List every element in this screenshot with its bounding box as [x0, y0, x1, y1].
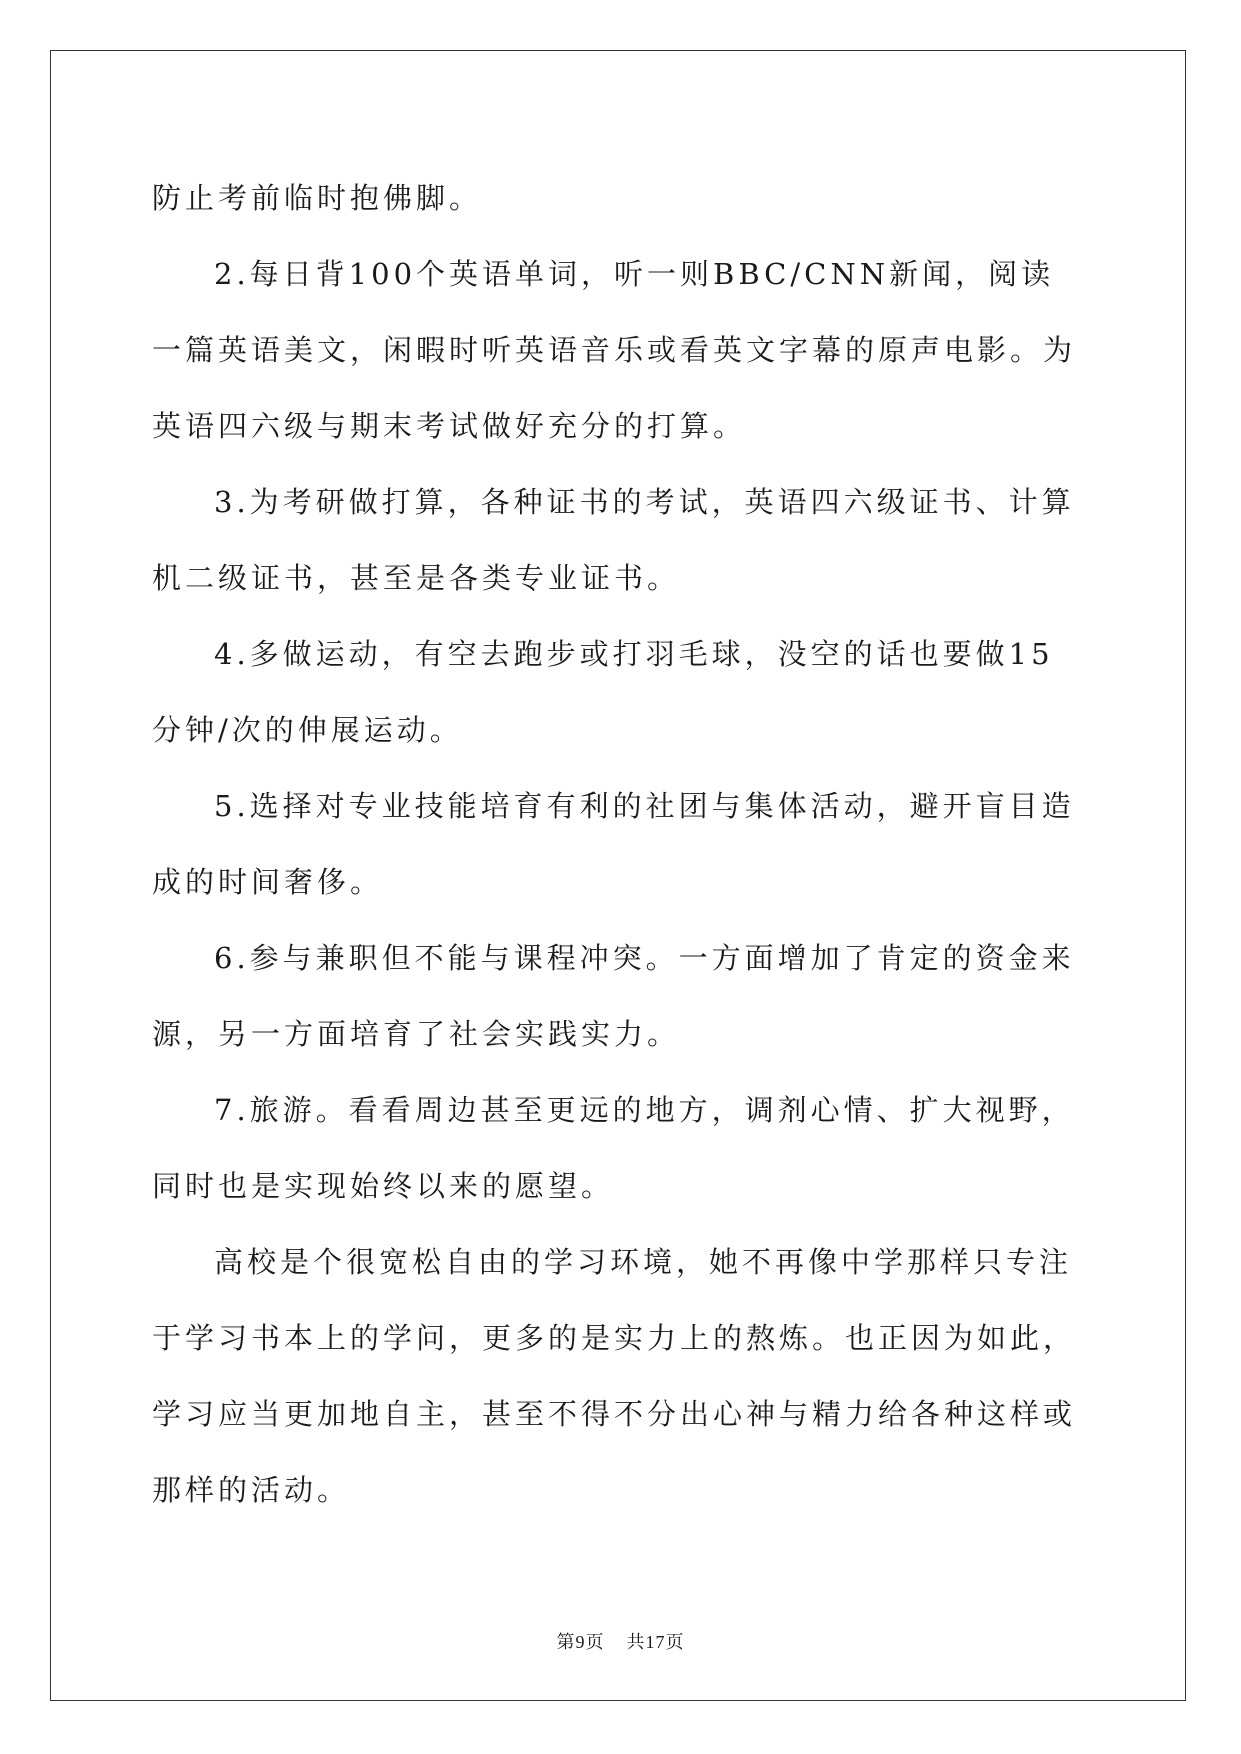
total-suffix: 页: [665, 1632, 685, 1653]
page-footer: [0, 1628, 1241, 1654]
page-number: 9: [575, 1632, 586, 1652]
page-prefix: 第: [556, 1632, 576, 1653]
page-suffix: 页: [585, 1632, 605, 1653]
total-prefix: 共: [626, 1632, 646, 1653]
total-pages: 17: [645, 1632, 666, 1652]
document-body: [152, 160, 1086, 1528]
list-item-7: 7.旅游。看看周边甚至更远的地方，调剂心情、扩大视野，同时也是实现始终以来的愿望。: [152, 1093, 1075, 1203]
list-item-5: 5.选择对专业技能培育有利的社团与集体活动，避开盲目造成的时间奢侈。: [152, 789, 1075, 899]
paragraph-continuation: 防止考前临时抱佛脚。: [152, 181, 483, 215]
closing-paragraph: 高校是个很宽松自由的学习环境，她不再像中学那样只专注于学习书本上的学问，更多的是实力上的熬炼。也正因为如此，学习应当更加地自主，甚至不得不分出心神与精力给各种这样或那样的活动。: [152, 1245, 1077, 1507]
list-item-6: 6.参与兼职但不能与课程冲突。一方面增加了肯定的资金来源，另一方面培育了社会实践实力。: [152, 941, 1075, 1051]
list-item-2: 2.每日背100个英语单词，听一则BBC/CNN新闻，阅读一篇英语美文，闲暇时听英语音乐或看英文字幕的原声电影。为英语四六级与期末考试做好充分的打算。: [152, 257, 1077, 443]
list-item-4: 4.多做运动，有空去跑步或打羽毛球，没空的话也要做15分钟/次的伸展运动。: [152, 637, 1054, 747]
list-item-3: 3.为考研做打算，各种证书的考试，英语四六级证书、计算机二级证书，甚至是各类专业证书。: [152, 485, 1075, 595]
